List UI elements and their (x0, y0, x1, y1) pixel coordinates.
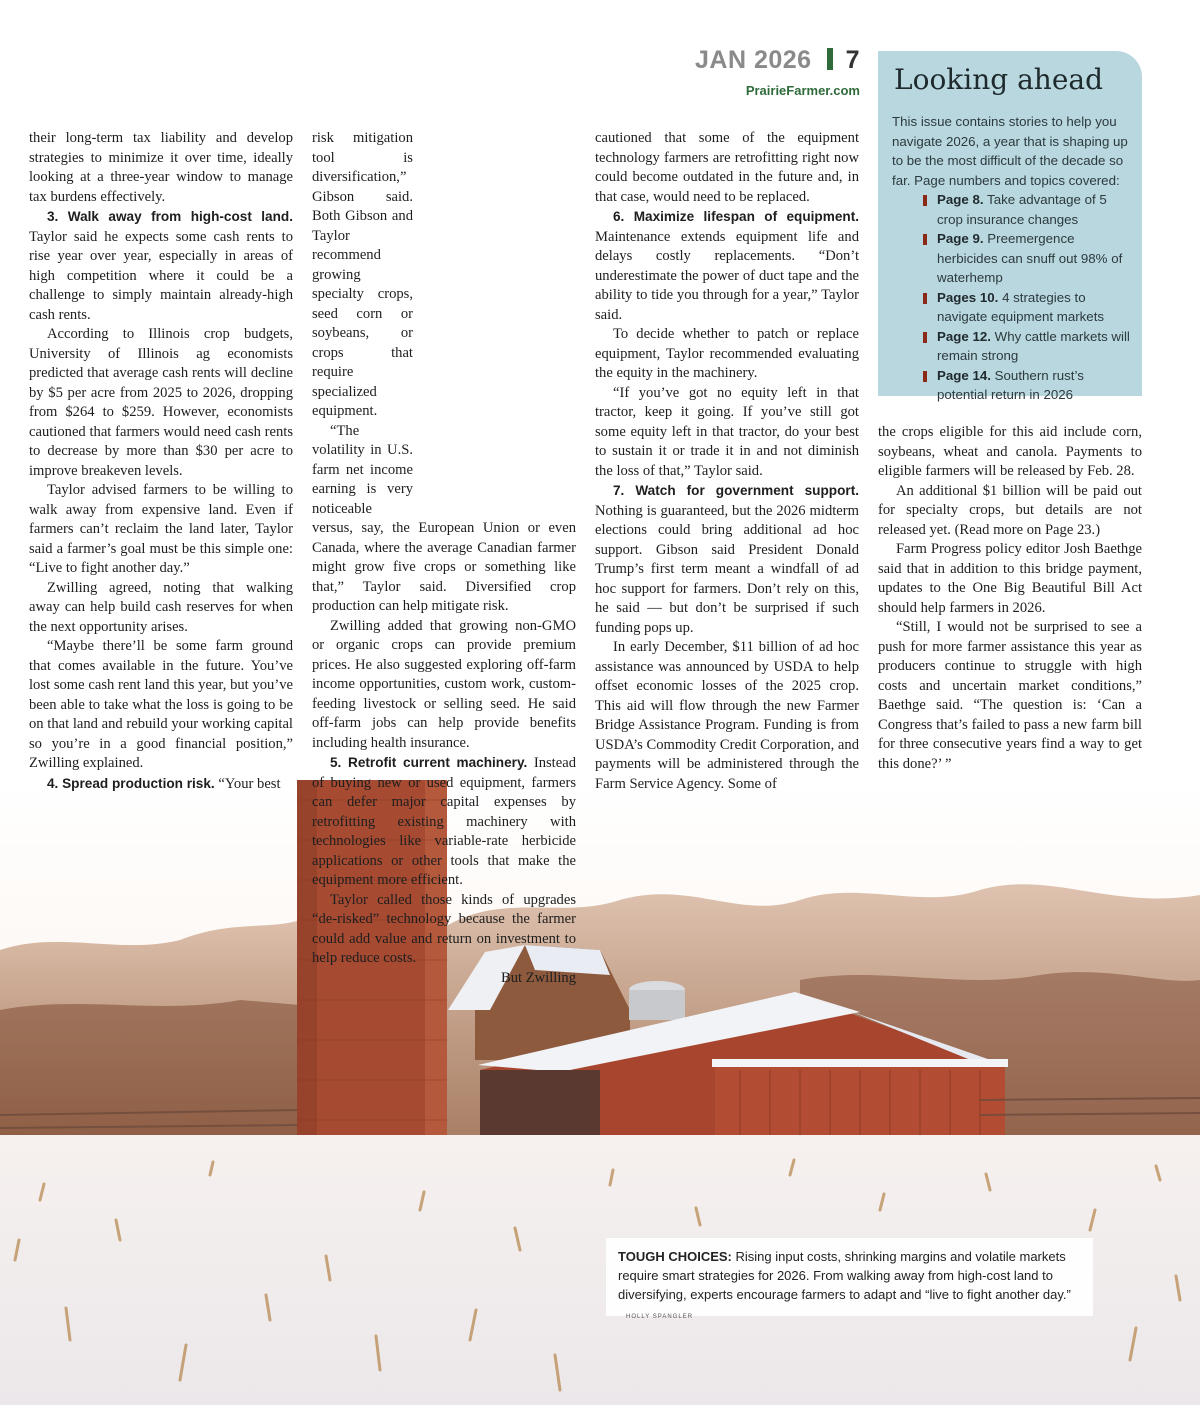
paragraph: “Maybe there’ll be some farm ground that comes available in the future. You’ve lost some cash rent land this year, but you’ve been able to take what the loss is going to be on that land and rebuild your working capital so you’re in a good financial position,” Zwilling explained. (29, 638, 293, 771)
bullet-icon (923, 332, 927, 343)
sidebar-item-page: Page 14. (937, 367, 991, 383)
sidebar-intro: This issue contains stories to help you navigate 2026, a year that is shaping up to be the most difficult of the decade so far. Page numbers and topics covered: (892, 114, 1128, 188)
subhead: 6. Maximize lifespan of equipment. (613, 209, 859, 224)
article-column-4 (878, 423, 1142, 774)
paragraph: Taylor called those kinds of upgrades “de-risked” technology because the farmer could add value and return on investment to help reduce costs. (312, 891, 576, 966)
page-number: 7 (845, 46, 860, 74)
paragraph: cautioned that some of the equipment technology farmers are retrofitting right now could become outdated in the future and, in that case, would need to be replaced. (595, 130, 859, 205)
paragraph: “Still, I would not be surprised to see a push for more farmer assistance this year as producers continue to struggle with high costs and uncertain market conditions,” Baethge said. “The question is: ‘Can a Congress that’s failed to pass a new farm bill for three consecutive years find a way to get this done?’ ” (878, 619, 1142, 772)
paragraph: 7. Watch for government support. Nothing is guaranteed, but the 2026 midterm elections could bring additional ad hoc support. Gibson said President Donald Trump’s first term meant a windfall of ad hoc support for farmers. Don’t rely on this, he said — but don’t be surprised if such funding pops up. (595, 483, 859, 636)
sidebar-item-page: Page 9. (937, 231, 984, 246)
paragraph: “The volatility in U.S. farm net income earning is very noticeable versus, say, the European Union or even Canada, where the average Canadian farmer might grow five crops or something like that,” Taylor said. Diversified crop production can help mitigate risk. (312, 422, 576, 614)
caption-text: Rising input costs, shrinking margins and volatile markets require smart strategies for 2026. From walking away from high-cost land to diversifying, experts encourage farmers to adapt and “live to fight another day.” (618, 1249, 1071, 1302)
subhead: 4. Spread production risk. (47, 775, 215, 791)
paragraph: Zwilling added that growing non-GMO or organic crops can provide premium prices. He also suggested exploring off-farm income opportunities, custom work, custom-feeding livestock or selling seed. He said off-farm jobs can help provide benefits including health insurance. (312, 617, 576, 751)
paragraph: To decide whether to patch or replace equipment, Taylor recommended evaluating the equity in the machinery. (595, 326, 859, 381)
sidebar-item-topic: 4 strategies to navigate equipment markets (937, 289, 1105, 324)
issue-folio (695, 46, 860, 75)
subhead: 5. Retrofit current machinery. (330, 755, 528, 770)
site-link[interactable]: PrairieFarmer.com (745, 83, 860, 98)
sidebar-item (923, 229, 1130, 288)
sidebar-item-topic: Why cattle markets will remain strong (937, 328, 1130, 363)
paragraph: “If you’ve got no equity left in that tractor, keep it going. If you’ve still got some equity left in that tractor, do your best to sustain it or trade it in and not diminish the loss of that,” Taylor said. (595, 384, 859, 479)
paragraph: An additional $1 billion will be paid out for specialty crops, but details are not released yet. (Read more on Page 23.) (878, 482, 1142, 538)
paragraph: 5. Retrofit current machinery. Instead of buying new or used equipment, farmers can defer major capital expenses by retrofitting existing machinery with technologies like variable-rate herbicide applications or other tools that make the equipment more efficient. (312, 755, 576, 888)
paragraph: risk mitigation tool is diversification,” Gibson said. Both Gibson and Taylor recommend growing specialty crops, seed corn or soybeans, or crops that require specialized equipment. (312, 130, 413, 419)
sidebar-item (923, 288, 1130, 327)
bullet-icon (923, 371, 927, 382)
sidebar-item-page: Pages 10. (937, 289, 999, 305)
article-column-1 (29, 129, 293, 794)
caption-lead: TOUGH CHOICES: (618, 1249, 732, 1264)
sidebar-item-page: Page 8. (937, 192, 984, 207)
subhead: 7. Watch for government support. (613, 483, 859, 498)
paragraph: the crops eligible for this aid include corn, soybeans, wheat and canola. Payments to eligible farmers will be released by Feb. 28. (878, 424, 1142, 479)
subhead: 3. Walk away from high-cost land. (47, 209, 293, 224)
photo-credit: HOLLY SPANGLER (626, 1314, 694, 1320)
sidebar-item-topic: Take advantage of 5 crop insurance changes (937, 192, 1107, 227)
paragraph: Farm Progress policy editor Josh Baethge said that in addition to this bridge payment, updates to the One Big Beautiful Bill Act should help farmers in 2026. (878, 541, 1142, 616)
sidebar-item (923, 327, 1130, 366)
issue-date: JAN 2026 (695, 46, 812, 74)
bullet-icon (923, 234, 927, 245)
sidebar-title: Looking ahead (894, 63, 1104, 96)
sidebar-item (923, 190, 1130, 229)
paragraph: Zwilling agreed, noting that walking away can help build cash reserves for when the next opportunity arises. (29, 579, 293, 635)
page-header (695, 46, 860, 98)
sidebar-item-topic: Preemergence herbicides can snuff out 98% of waterhemp (937, 231, 1123, 285)
paragraph: 3. Walk away from high-cost land. Taylor said he expects some cash rents to rise year over year, especially in areas of high competition where it could be a challenge to simply maintain already-high cash rents. (29, 209, 293, 323)
photo-caption (606, 1238, 1093, 1320)
bullet-icon (923, 293, 927, 304)
paragraph: 4. Spread production risk. “Your best (47, 775, 281, 792)
paragraph: 6. Maximize lifespan of equipment. Maintenance extends equipment life and delays costly replacements. “Don’t underestimate the power of duct tape and the ability to tide you through for a year,” Taylor said. (595, 209, 859, 323)
sidebar-list (892, 190, 1130, 405)
paragraph: According to Illinois crop budgets, University of Illinois ag economists predicted that average cash rents will decline by $5 per acre from 2025 to 2026, dropping from $264 to $259. However, economists cautioned that farmers would need cash rents to decrease by more than $30 per acre to improve breakeven levels. (29, 326, 293, 479)
folio-divider (827, 48, 833, 70)
sidebar-item-page: Page 12. (937, 328, 991, 344)
sidebar-item (923, 366, 1130, 405)
silo-wrap-spacer (413, 129, 576, 509)
sidebar-item-topic: Southern rust’s potential return in 2026 (937, 367, 1084, 402)
paragraph: Taylor advised farmers to be willing to walk away from expensive land. Even if farmers can’t reclaim the land later, Taylor said a farmer’s goal must be this simple one: “Live to fight another day.” (29, 482, 293, 576)
looking-ahead-box (878, 51, 1142, 402)
paragraph: But Zwilling (501, 969, 576, 986)
paragraph: their long-term tax liability and develop strategies to minimize it over time, ideally looking at a three-year window to manage tax burdens effectively. (29, 130, 293, 205)
bullet-icon (923, 195, 927, 206)
article-column-3 (595, 129, 859, 794)
article-column-2 (312, 129, 576, 988)
paragraph: In early December, $11 billion of ad hoc assistance was announced by USDA to help offset economic losses of the 2025 crop. This aid will flow through the new Farmer Bridge Assistance Program. Funding is from USDA’s Commodity Credit Corporation, and payments will be administered through the Farm Service Agency. Some of (595, 639, 859, 792)
